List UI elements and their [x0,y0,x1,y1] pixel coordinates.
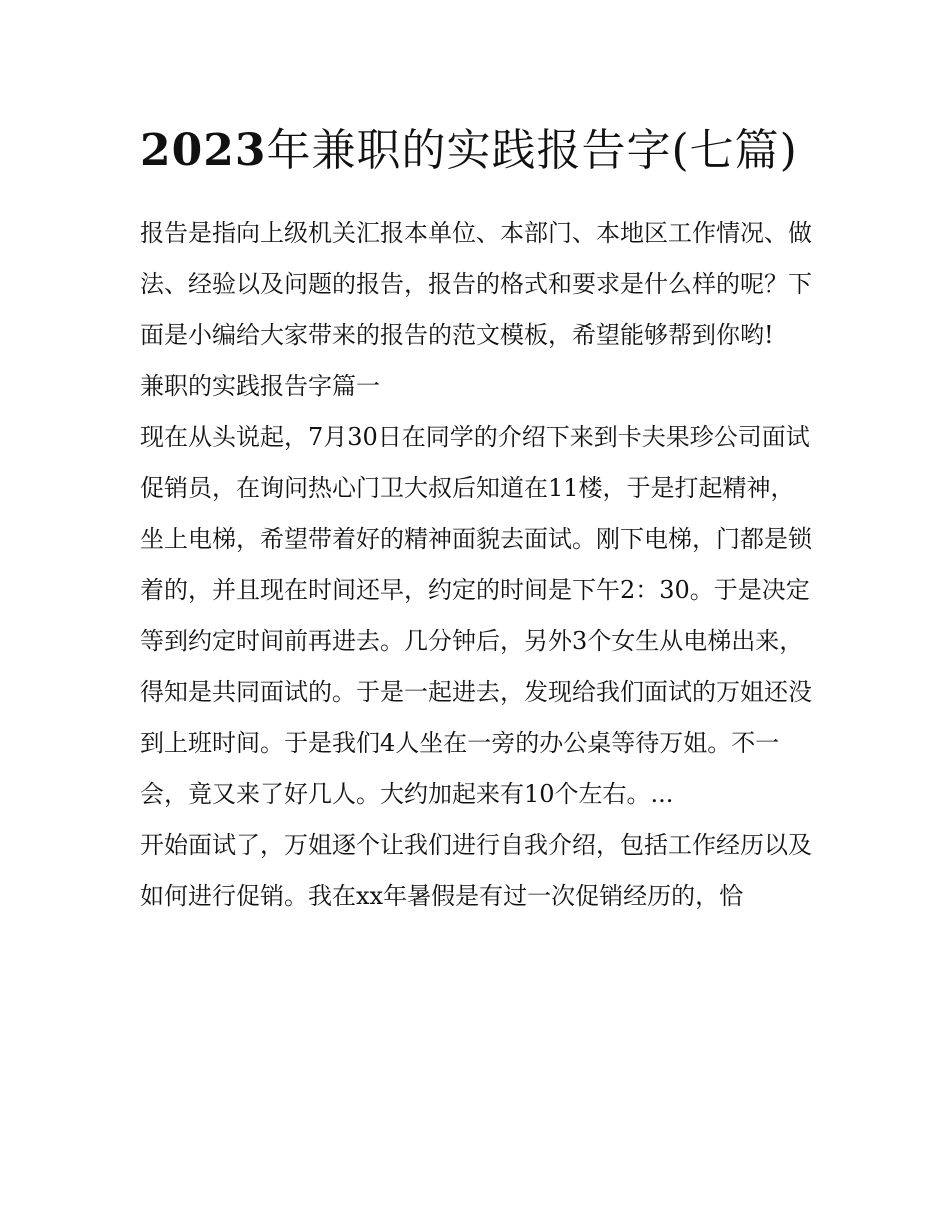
document-page [140,112,815,922]
title-year: 2023 [140,125,267,176]
document-body [140,208,815,922]
body-paragraph: 现在从头说起，7月30日在同学的介绍下来到卡夫果珍公司面试促销员，在询问热心门卫大叔后知道在11楼，于是打起精神，坐上电梯，希望带着好的精神面貌去面试。刚下电梯，门都是锁着的，并且现在时间还早，约定的时间是下午2：30。于是决定等到约定时间前再进去。几分钟后，另外3个女生从电梯出来，得知是共同面试的。于是一起进去，发现给我们面试的万姐还没到上班时间。于是我们4人坐在一旁的办公桌等待万姐。不一会，竟又来了好几人。大约加起来有10个左右。... [140,423,812,808]
body-paragraph: 开始面试了，万姐逐个让我们进行自我介绍，包括工作经历以及如何进行促销。我在xx年暑假是有过一次促销经历的，恰 [140,831,812,910]
intro-paragraph: 报告是指向上级机关汇报本单位、本部门、本地区工作情况、做法、经验以及问题的报告，报告的格式和要求是什么样的呢？下面是小编给大家带来的报告的范文模板，希望能够帮到你哟! [140,219,812,349]
document-title [140,112,815,190]
section-heading: 兼职的实践报告字篇一 [140,372,380,400]
title-text: 年兼职的实践报告字(七篇) [266,125,798,176]
